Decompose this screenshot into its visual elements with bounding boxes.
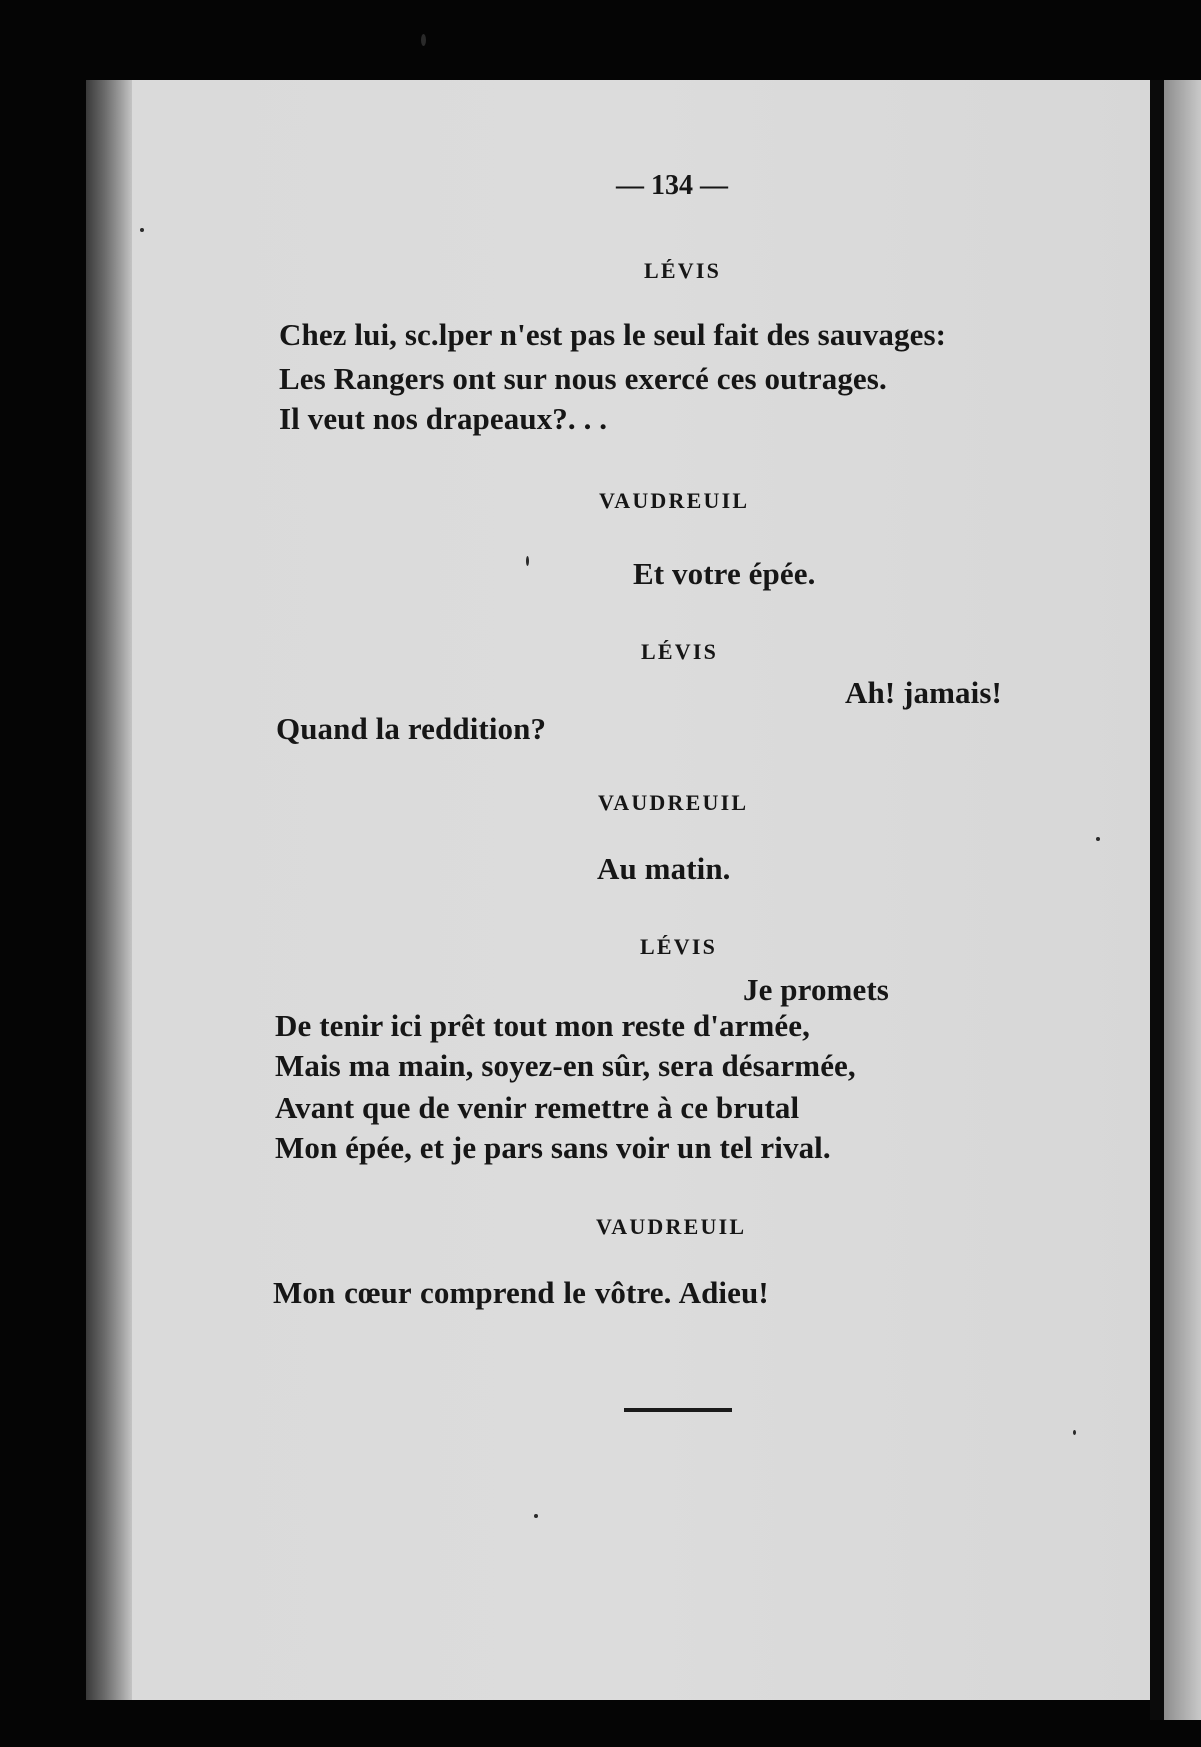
verse-line: Je promets — [743, 972, 889, 1007]
speaker-label: LÉVIS — [640, 934, 718, 959]
verse-line: Au matin. — [597, 851, 731, 886]
verse-line: Il veut nos drapeaux?. . . — [279, 401, 608, 436]
verse-line: Mon cœur comprend le vôtre. Adieu! — [273, 1275, 769, 1310]
verse-line: Mon épée, et je pars sans voir un tel rival. — [275, 1130, 831, 1165]
scan-speck — [421, 34, 426, 46]
scan-speck — [1096, 837, 1100, 841]
scan-speck — [534, 1514, 538, 1518]
speaker-label: LÉVIS — [641, 639, 719, 664]
end-rule — [624, 1408, 732, 1412]
verse-line: Chez lui, sc.lper n'est pas le seul fait des sauvages: — [279, 317, 947, 352]
binding-shadow — [86, 80, 132, 1700]
page-gutter — [1150, 80, 1164, 1720]
verse-line: Quand la reddition? — [276, 711, 547, 746]
verse-line: Et votre épée. — [633, 556, 816, 591]
page-number: — 134 — — [616, 170, 728, 201]
verse-line: Mais ma main, soyez-en sûr, sera désarmée, — [275, 1048, 856, 1083]
scan-speck — [140, 228, 144, 232]
scan-speck — [526, 556, 529, 566]
facing-page-edge — [1164, 80, 1201, 1720]
verse-line: Les Rangers ont sur nous exercé ces outrages. — [279, 361, 887, 396]
speaker-label: VAUDREUIL — [598, 790, 749, 815]
verse-line: Avant que de venir remettre à ce brutal — [275, 1090, 800, 1125]
speaker-label: VAUDREUIL — [599, 488, 750, 513]
verse-line: De tenir ici prêt tout mon reste d'armée, — [275, 1008, 810, 1043]
speaker-label: VAUDREUIL — [596, 1214, 747, 1239]
verse-line: Ah! jamais! — [845, 675, 1002, 710]
scan-speck — [1073, 1430, 1076, 1435]
speaker-label: LÉVIS — [644, 258, 722, 283]
